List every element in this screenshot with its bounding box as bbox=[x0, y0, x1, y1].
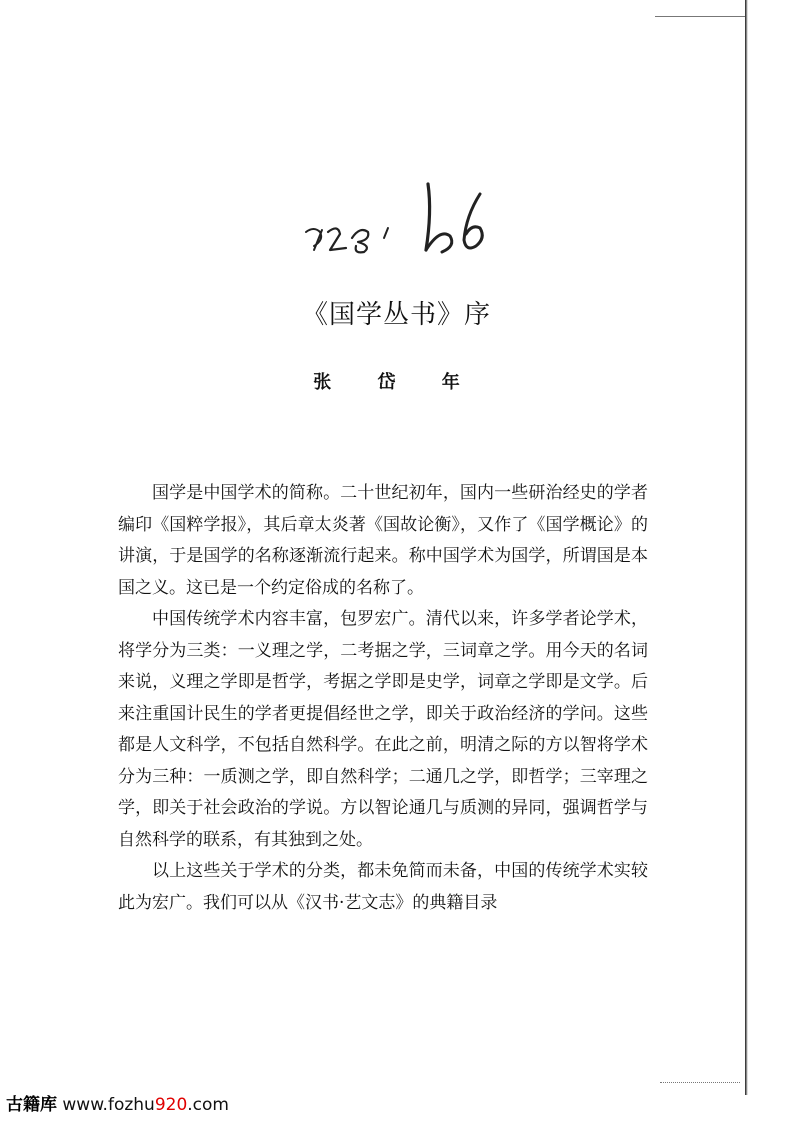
scan-bottom-dots bbox=[660, 1082, 740, 1084]
body-text bbox=[118, 478, 648, 919]
watermark-url bbox=[62, 1095, 229, 1115]
watermark-url-suffix: .com bbox=[187, 1095, 229, 1115]
paragraph: 以上这些关于学术的分类，都未免简而未备，中国的传统学术实较此为宏广。我们可以从《汉书·艺文志》的典籍目录 bbox=[118, 861, 648, 913]
document-title: 《国学丛书》序 bbox=[301, 300, 491, 330]
watermark-url-number: 920 bbox=[154, 1095, 188, 1115]
watermark-url-prefix: www.fozhu bbox=[62, 1095, 155, 1115]
author-name: 张 岱 年 bbox=[313, 372, 480, 393]
scan-top-edge bbox=[655, 16, 745, 17]
watermark-site-name: 古籍库 bbox=[6, 1095, 57, 1115]
site-watermark bbox=[6, 1090, 229, 1115]
handwritten-note bbox=[300, 180, 500, 270]
paragraph: 国学是中国学术的简称。二十世纪初年，国内一些研治经史的学者编印《国粹学报》，其后章太炎著《国故论衡》，又作了《国学概论》的讲演，于是国学的名称逐渐流行起来。称中国学术为国学，所谓国是本国之义。这已是一个约定俗成的名称了。 bbox=[118, 483, 648, 598]
scan-page-edge bbox=[745, 0, 748, 1095]
paragraph: 中国传统学术内容丰富，包罗宏广。清代以来，许多学者论学术，将学分为三类：一义理之学，二考据之学，三词章之学。用今天的名词来说，义理之学即是哲学，考据之学即是史学，词章之学即是文学。后来注重国计民生的学者更提倡经世之学，即关于政治经济的学问。这些都是人文科学，不包括自然科学。在此之前，明清之际的方以智将学术分为三种：一质测之学，即自然科学；二通几之学，即哲学；三宰理之学，即关于社会政治的学说。方以智论通几与质测的异同，强调哲学与自然科学的联系，有其独到之处。 bbox=[118, 609, 648, 850]
